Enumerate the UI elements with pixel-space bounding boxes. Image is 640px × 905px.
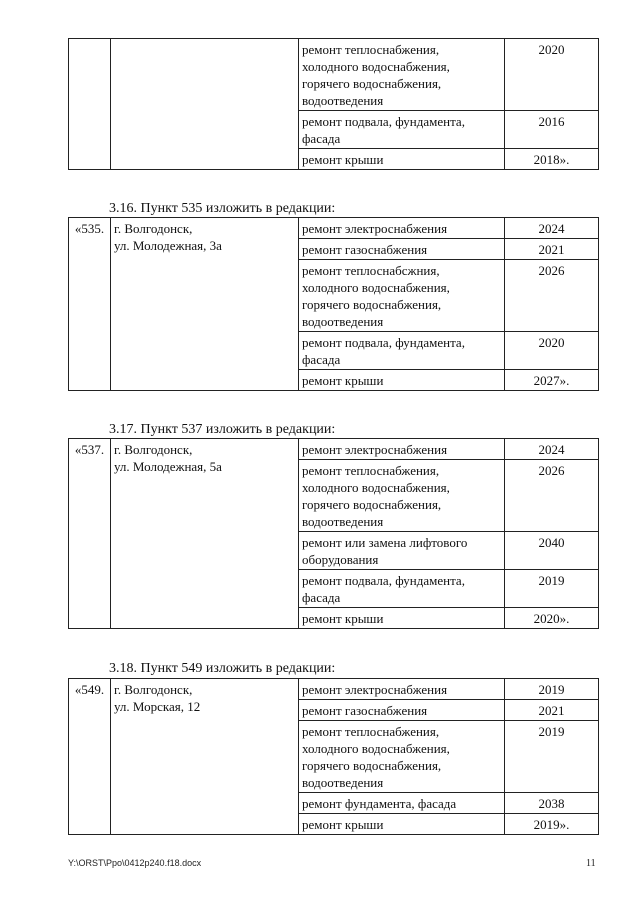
work-type-cell: ремонт электроснабжения: [299, 218, 505, 239]
item-number-cell: «535.: [69, 218, 111, 391]
work-type-cell: ремонт газоснабжения: [299, 239, 505, 260]
work-type-cell: ремонт или замена лифтового оборудования: [299, 532, 505, 570]
work-type-cell: ремонт электроснабжения: [299, 439, 505, 460]
item-number-cell: «537.: [69, 439, 111, 629]
section-heading: 3.17. Пункт 537 изложить в редакции:: [109, 422, 336, 437]
work-type-cell: ремонт электроснабжения: [299, 679, 505, 700]
table-row: [69, 218, 599, 239]
footer-file-path: Y:\ORST\Ppo\0412p240.f18.docx: [68, 858, 202, 868]
address-cell: г. Волгодонск, ул. Морская, 12: [111, 679, 299, 835]
address-cell: г. Волгодонск, ул. Молодежная, 3а: [111, 218, 299, 391]
work-type-cell: ремонт теплоснабжения, холодного водоснабжения, горячего водоснабжения, водоотведения: [299, 39, 505, 111]
section-heading: 3.16. Пункт 535 изложить в редакции:: [109, 201, 336, 216]
year-cell: 2018».: [505, 149, 599, 170]
work-type-cell: ремонт газоснабжения: [299, 700, 505, 721]
work-type-cell: ремонт теплоснабсжния, холодного водоснабжения, горячего водоснабжения, водоотведения: [299, 260, 505, 332]
table-section-549: [68, 678, 599, 835]
footer-page-number: 11: [586, 858, 596, 869]
work-type-cell: ремонт теплоснабжения, холодного водоснабжения, горячего водоснабжения, водоотведения: [299, 460, 505, 532]
table-row: [69, 439, 599, 460]
year-cell: 2019: [505, 679, 599, 700]
table-row: [69, 679, 599, 700]
work-type-cell: ремонт крыши: [299, 608, 505, 629]
item-number-cell: «549.: [69, 679, 111, 835]
year-cell: 2019: [505, 570, 599, 608]
work-type-cell: ремонт подвала, фундамента, фасада: [299, 570, 505, 608]
year-cell: 2020: [505, 332, 599, 370]
year-cell: 2019».: [505, 814, 599, 835]
work-type-cell: ремонт крыши: [299, 370, 505, 391]
work-type-cell: ремонт подвала, фундамента, фасада: [299, 111, 505, 149]
year-cell: 2024: [505, 218, 599, 239]
address-cell: г. Волгодонск, ул. Молодежная, 5а: [111, 439, 299, 629]
year-cell: 2026: [505, 460, 599, 532]
table-continuation: [68, 38, 599, 170]
work-type-cell: ремонт фундамента, фасада: [299, 793, 505, 814]
table-row: [69, 39, 599, 111]
work-type-cell: ремонт крыши: [299, 149, 505, 170]
year-cell: 2021: [505, 700, 599, 721]
address-cell: [111, 39, 299, 170]
work-type-cell: ремонт подвала, фундамента, фасада: [299, 332, 505, 370]
year-cell: 2021: [505, 239, 599, 260]
item-number-cell: [69, 39, 111, 170]
year-cell: 2020».: [505, 608, 599, 629]
work-type-cell: ремонт теплоснабжения, холодного водоснабжения, горячего водоснабжения, водоотведения: [299, 721, 505, 793]
year-cell: 2024: [505, 439, 599, 460]
year-cell: 2020: [505, 39, 599, 111]
table-section-537: [68, 438, 599, 629]
year-cell: 2016: [505, 111, 599, 149]
year-cell: 2019: [505, 721, 599, 793]
work-type-cell: ремонт крыши: [299, 814, 505, 835]
section-heading: 3.18. Пункт 549 изложить в редакции:: [109, 661, 336, 676]
year-cell: 2026: [505, 260, 599, 332]
year-cell: 2040: [505, 532, 599, 570]
table-section-535: [68, 217, 599, 391]
year-cell: 2038: [505, 793, 599, 814]
year-cell: 2027».: [505, 370, 599, 391]
